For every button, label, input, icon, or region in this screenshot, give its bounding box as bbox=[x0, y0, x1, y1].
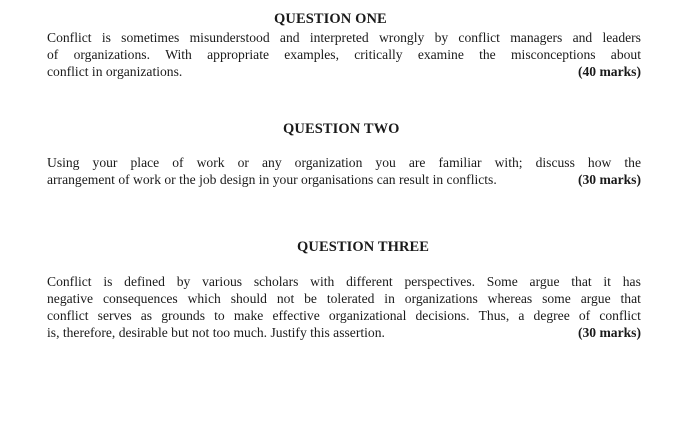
word: Some bbox=[486, 274, 518, 289]
word: any bbox=[261, 155, 282, 170]
word: conflict bbox=[47, 308, 89, 323]
word: are bbox=[408, 155, 426, 170]
word: consequences bbox=[102, 291, 178, 306]
word: tolerated bbox=[326, 291, 375, 306]
word: the bbox=[624, 155, 641, 170]
question-one-marks: (40 marks) bbox=[577, 64, 641, 79]
word: place bbox=[130, 155, 160, 170]
word: wrongly bbox=[378, 30, 425, 45]
word: by bbox=[434, 30, 449, 45]
word: organization bbox=[294, 155, 363, 170]
word: Using bbox=[47, 155, 80, 170]
word: it bbox=[603, 274, 611, 289]
question-two-text bbox=[47, 154, 641, 188]
word: defined bbox=[124, 274, 165, 289]
question-three-text bbox=[47, 273, 641, 341]
word: be bbox=[304, 291, 317, 306]
word: make bbox=[233, 308, 264, 323]
word: discuss bbox=[535, 155, 575, 170]
question-two-heading: QUESTION TWO bbox=[283, 121, 400, 137]
word: scholars bbox=[253, 274, 299, 289]
question-three-last-line bbox=[47, 324, 641, 341]
word: that bbox=[571, 274, 592, 289]
word: the bbox=[479, 47, 496, 62]
word: work bbox=[196, 155, 225, 170]
word: organizations. bbox=[73, 47, 150, 62]
word: by bbox=[176, 274, 191, 289]
word: leaders bbox=[602, 30, 641, 45]
word: different bbox=[346, 274, 393, 289]
word: you bbox=[375, 155, 396, 170]
word: examples, bbox=[284, 47, 339, 62]
word: organizational bbox=[328, 308, 407, 323]
word: Conflict bbox=[47, 30, 92, 45]
word: of bbox=[172, 155, 184, 170]
word: negative bbox=[47, 291, 94, 306]
word: that bbox=[620, 291, 641, 306]
word: degree bbox=[533, 308, 570, 323]
word: interpreted bbox=[309, 30, 369, 45]
word: With bbox=[165, 47, 192, 62]
word: argue bbox=[580, 291, 611, 306]
word: grounds bbox=[161, 308, 206, 323]
word: perspectives. bbox=[404, 274, 476, 289]
word: whereas bbox=[487, 291, 533, 306]
word: has bbox=[622, 274, 641, 289]
word: to bbox=[214, 308, 225, 323]
word: with bbox=[310, 274, 335, 289]
word: conflict bbox=[458, 30, 500, 45]
word: critically bbox=[354, 47, 403, 62]
word: managers bbox=[510, 30, 563, 45]
word: decisions. bbox=[415, 308, 470, 323]
question-one-line-1 bbox=[47, 29, 641, 46]
word: a bbox=[518, 308, 525, 323]
word: appropriate bbox=[207, 47, 270, 62]
word: or bbox=[237, 155, 249, 170]
word: effective bbox=[272, 308, 320, 323]
word: not bbox=[276, 291, 295, 306]
question-three-line-2 bbox=[47, 290, 641, 307]
word: examine bbox=[417, 47, 464, 62]
word: familiar bbox=[438, 155, 482, 170]
word: of bbox=[47, 47, 59, 62]
word: Thus, bbox=[478, 308, 510, 323]
word: about bbox=[610, 47, 641, 62]
word: sometimes bbox=[121, 30, 180, 45]
word: organizations bbox=[404, 291, 478, 306]
word: should bbox=[230, 291, 267, 306]
question-one-line-2 bbox=[47, 46, 641, 63]
question-one-text bbox=[47, 29, 641, 80]
question-three-line-1 bbox=[47, 273, 641, 290]
word: some bbox=[542, 291, 571, 306]
word: how bbox=[587, 155, 612, 170]
question-three-heading: QUESTION THREE bbox=[297, 239, 430, 255]
question-two-last-text: arrangement of work or the job design in your organisations can result in conflicts. bbox=[47, 172, 497, 187]
word: and bbox=[572, 30, 593, 45]
word: serves bbox=[97, 308, 132, 323]
question-two-line-1 bbox=[47, 154, 641, 171]
word: misconceptions bbox=[510, 47, 596, 62]
question-two-last-line bbox=[47, 171, 641, 188]
word: in bbox=[384, 291, 395, 306]
word: argue bbox=[529, 274, 560, 289]
word: misunderstood bbox=[189, 30, 270, 45]
question-three-line-3 bbox=[47, 307, 641, 324]
word: of bbox=[578, 308, 591, 323]
question-two-marks: (30 marks) bbox=[577, 172, 641, 187]
word: Conflict bbox=[47, 274, 92, 289]
question-one-last-text: conflict in organizations. bbox=[47, 64, 183, 79]
word: various bbox=[202, 274, 243, 289]
word: conflict bbox=[599, 308, 641, 323]
word: is bbox=[103, 274, 113, 289]
word: with; bbox=[494, 155, 523, 170]
word: as bbox=[140, 308, 153, 323]
word: your bbox=[92, 155, 118, 170]
question-three-marks: (30 marks) bbox=[577, 325, 641, 340]
question-three-last-text: is, therefore, desirable but not too much. Justify this assertion. bbox=[47, 325, 385, 340]
word: is bbox=[101, 30, 111, 45]
word: and bbox=[279, 30, 300, 45]
question-one-heading: QUESTION ONE bbox=[274, 11, 387, 27]
question-one-last-line bbox=[47, 63, 641, 80]
word: which bbox=[187, 291, 221, 306]
